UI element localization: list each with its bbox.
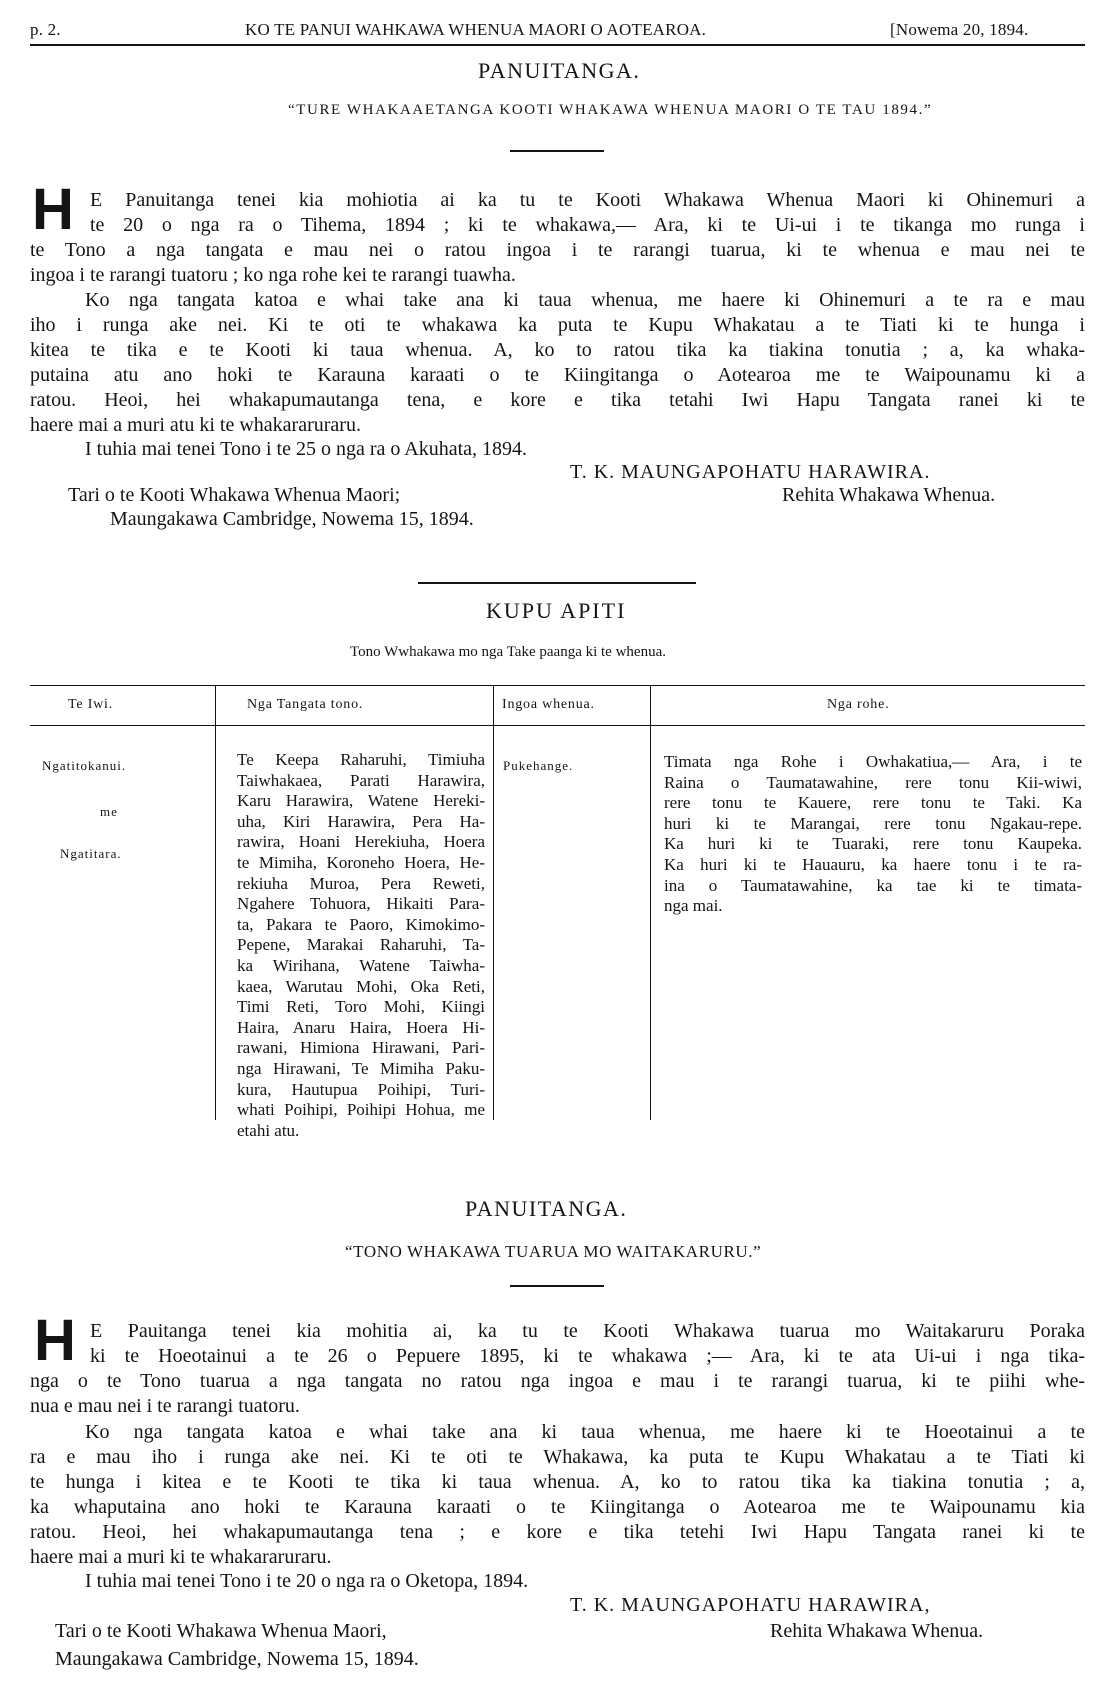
- people-line: ka Wirihana, Watene Taiwha-: [237, 955, 485, 975]
- people-line: whati Poihipi, Poihipi Hohua, me: [237, 1100, 485, 1120]
- page-number: p. 2.: [30, 20, 61, 39]
- people-cell: [237, 750, 485, 1141]
- col-header-iwi: Te Iwi.: [68, 697, 114, 712]
- notice1-para2-line: kitea te tika e te Kooti ki taua whenua. A, ko to ratou tika ka tiakina tonutia ; a, ka whaka-: [30, 339, 1085, 361]
- table-col-divider: [650, 685, 651, 1120]
- notice2-rule: [510, 1285, 604, 1287]
- notice2-para2-line: te hunga i kitea e te Kooti te tika ki taua whenua. A, ko to ratou tika ka tiakina tonutia ; a,: [30, 1471, 1085, 1493]
- people-line: etahi atu.: [237, 1120, 300, 1140]
- notice1-para1-line: E Panuitanga tenei kia mohiotia ai ka tu te Kooti Whakawa Whenua Maori ki Ohinemuri a: [90, 189, 1085, 211]
- notice1-dated: I tuhia mai tenei Tono i te 25 o nga ra o Akuhata, 1894.: [85, 438, 528, 460]
- notice2-para2-line: Ko nga tangata katoa e whai take ana ki taua whenua, me haere ki te Hoeotainui a te: [85, 1421, 1085, 1443]
- people-line: te Mimiha, Koroneho Hoera, He-: [237, 852, 485, 872]
- people-line: ta, Pakara te Paoro, Kimokimo-: [237, 914, 485, 934]
- iwi-line: Ngatitara.: [60, 846, 122, 861]
- schedule-caption: Tono Wwhakawa mo nga Take paanga ki te whenua.: [350, 644, 666, 660]
- bounds-line: rere tonu te Kauere, rere tonu te Taki. Ka: [664, 793, 1082, 813]
- people-line: Ngahere Tohuora, Hikaiti Para-: [237, 894, 485, 914]
- notice1-para2-line: ratou. Heoi, hei whakapumautanga tena, e kore e tika tetahi Iwi Hapu Tangata ranei ki te: [30, 389, 1085, 411]
- col-header-land: Ingoa whenua.: [502, 697, 595, 712]
- notice1-office: Tari o te Kooti Whakawa Whenua Maori;: [68, 484, 401, 506]
- notice1-subheading: “TURE WHAKAAETANGA KOOTI WHAKAWA WHENUA MAORI O TE TAU 1894.”: [288, 102, 933, 118]
- people-line: Timi Reti, Toro Mohi, Kiingi: [237, 997, 485, 1017]
- notice2-para2: [30, 1420, 1085, 1570]
- people-line: Haira, Anaru Haira, Hoera Hi-: [237, 1017, 485, 1037]
- notice1-para2-line: haere mai a muri atu ki te whakararuraru.: [30, 414, 361, 436]
- people-line: rawira, Hoani Herekiuha, Hoera: [237, 832, 485, 852]
- notice2-para1-line: ki te Hoeotainui a te 26 o Pepuere 1895, ki te whakawa ;— Ara, ki te ata Ui-ui i nga tika-: [90, 1345, 1085, 1367]
- iwi-line: Ngatitokanui.: [42, 758, 127, 773]
- notice1-role: Rehita Whakawa Whenua.: [782, 484, 996, 506]
- table-col-divider: [215, 685, 216, 1120]
- notice1-para1-line: te 20 o nga ra o Tihema, 1894 ; ki te whakawa,— Ara, ki te Ui-ui i te tikanga mo runga i: [90, 214, 1085, 236]
- people-line: Taiwhakaea, Parati Harawira,: [237, 770, 485, 790]
- bounds-line: Raina o Taumatawahine, rere tonu Kii-wiwi,: [664, 772, 1082, 792]
- notice1-signatory: T. K. MAUNGAPOHATU HARAWIRA.: [570, 461, 931, 483]
- land-name: Pukehange.: [503, 758, 574, 773]
- notice2-para1-line: nua e mau nei i te rarangi tuatoru.: [30, 1395, 300, 1417]
- people-line: Pepene, Marakai Raharuhi, Ta-: [237, 935, 485, 955]
- notice1-para2-line: Ko nga tangata katoa e whai take ana ki taua whenua, me haere ki Ohinemuri a te ra e mau: [85, 289, 1085, 311]
- table-rule-top: [30, 685, 1085, 686]
- notice1-para1-line: ingoa i te rarangi tuatoru ; ko nga rohe kei te rarangi tuawha.: [30, 264, 516, 286]
- issue-date: [Nowema 20, 1894.: [890, 20, 1029, 39]
- iwi-line: me: [100, 804, 118, 819]
- people-line: kura, Hautupua Poihipi, Turi-: [237, 1079, 485, 1099]
- people-line: rawani, Himiona Hirawani, Pari-: [237, 1038, 485, 1058]
- notice1-para1-line: te Tono a nga tangata e mau nei o ratou ingoa i te rarangi tuarua, ki te whenua e mau nei te: [30, 239, 1085, 261]
- notice1-rule: [510, 150, 604, 152]
- schedule-top-rule: [418, 582, 696, 584]
- notice1-para2-line: putaina atu ano hoki te Karauna karaati o te Kiingitanga o Aotearoa me te Waipounamu ki a: [30, 364, 1085, 386]
- notice2-para1-line: E Pauitanga tenei kia mohitia ai, ka tu te Kooti Whakawa tuarua mo Waitakaruru Poraka: [90, 1320, 1085, 1342]
- notice2-signatory: T. K. MAUNGAPOHATU HARAWIRA,: [570, 1594, 931, 1616]
- notice1-para2-line: iho i runga ake nei. Ki te oti te whakawa ka puta te Kupu Whakatau a te Tiati ki te hunga i: [30, 314, 1085, 336]
- notice2-place-date: Maungakawa Cambridge, Nowema 15, 1894.: [55, 1648, 419, 1670]
- people-line: uha, Kiri Harawira, Pera Ha-: [237, 811, 485, 831]
- notice1-dropcap: H: [32, 177, 74, 242]
- bounds-line: huri ki te Marangai, rere tonu Ngakau-repe.: [664, 813, 1082, 833]
- notice2-dropcap: H: [34, 1308, 76, 1373]
- bounds-line: Ka huri ki te Hauauru, ka haere tonu i te ra-: [664, 854, 1082, 874]
- bounds-line: nga mai.: [664, 896, 723, 916]
- table-col-divider: [493, 685, 494, 1120]
- notice2-para1-line: nga o te Tono tuarua a nga tangata no ratou nga ingoa e mau i te rarangi tuarua, ki te piihi whe-: [30, 1370, 1085, 1392]
- table-rule-header: [30, 725, 1085, 726]
- notice1-heading: PANUITANGA.: [478, 58, 641, 83]
- notice2-para2-line: ra e mau iho i runga ake nei. Ki te oti te Whakawa, ka puta te Kupu Whakatau a te Tiati ki: [30, 1446, 1085, 1468]
- notice1-para2: [30, 288, 1085, 438]
- notice2-para2-line: ka whaputaina ano hoki te Karauna karaati o te Kiingitanga o Aotearoa me te Waipounamu kia: [30, 1496, 1085, 1518]
- notice2-office: Tari o te Kooti Whakawa Whenua Maori,: [55, 1620, 387, 1642]
- bounds-line: Ka huri ki te Tuaraki, rere tonu Kaupeka.: [664, 834, 1082, 854]
- people-line: Karu Harawira, Watene Hereki-: [237, 791, 485, 811]
- notice2-heading: PANUITANGA.: [465, 1196, 628, 1221]
- people-line: kaea, Warutau Mohi, Oka Reti,: [237, 976, 485, 996]
- bounds-line: Timata nga Rohe i Owhakatiua,— Ara, i te: [664, 752, 1082, 771]
- notice2-role: Rehita Whakawa Whenua.: [770, 1620, 984, 1642]
- notice2-para2-line: ratou. Heoi, hei whakapumautanga tena ; e kore e tika tetehi Iwi Hapu Tangata ranei ki te: [30, 1521, 1085, 1543]
- people-line: Te Keepa Raharuhi, Timiuha: [237, 750, 485, 769]
- notice2-subheading: “TONO WHAKAWA TUARUA MO WAITAKARURU.”: [345, 1242, 762, 1261]
- notice1-place-date: Maungakawa Cambridge, Nowema 15, 1894.: [110, 508, 474, 530]
- col-header-people: Nga Tangata tono.: [247, 697, 364, 712]
- bounds-line: ina o Taumatawahine, ka tae ki te timata-: [664, 875, 1082, 895]
- schedule-title: KUPU APITI: [486, 598, 627, 623]
- col-header-bounds: Nga rohe.: [827, 697, 890, 712]
- running-title: KO TE PANUI WAHKAWA WHENUA MAORI O AOTEAROA.: [245, 20, 707, 39]
- bounds-cell: [664, 752, 1082, 917]
- notice2-para2-line: haere mai a muri ki te whakararuraru.: [30, 1546, 332, 1568]
- header-rule: [30, 44, 1085, 46]
- people-line: nga Hirawani, Te Mimiha Paku-: [237, 1058, 485, 1078]
- notice2-dated: I tuhia mai tenei Tono i te 20 o nga ra o Oketopa, 1894.: [85, 1570, 529, 1592]
- people-line: rekiuha Muroa, Pera Reweti,: [237, 873, 485, 893]
